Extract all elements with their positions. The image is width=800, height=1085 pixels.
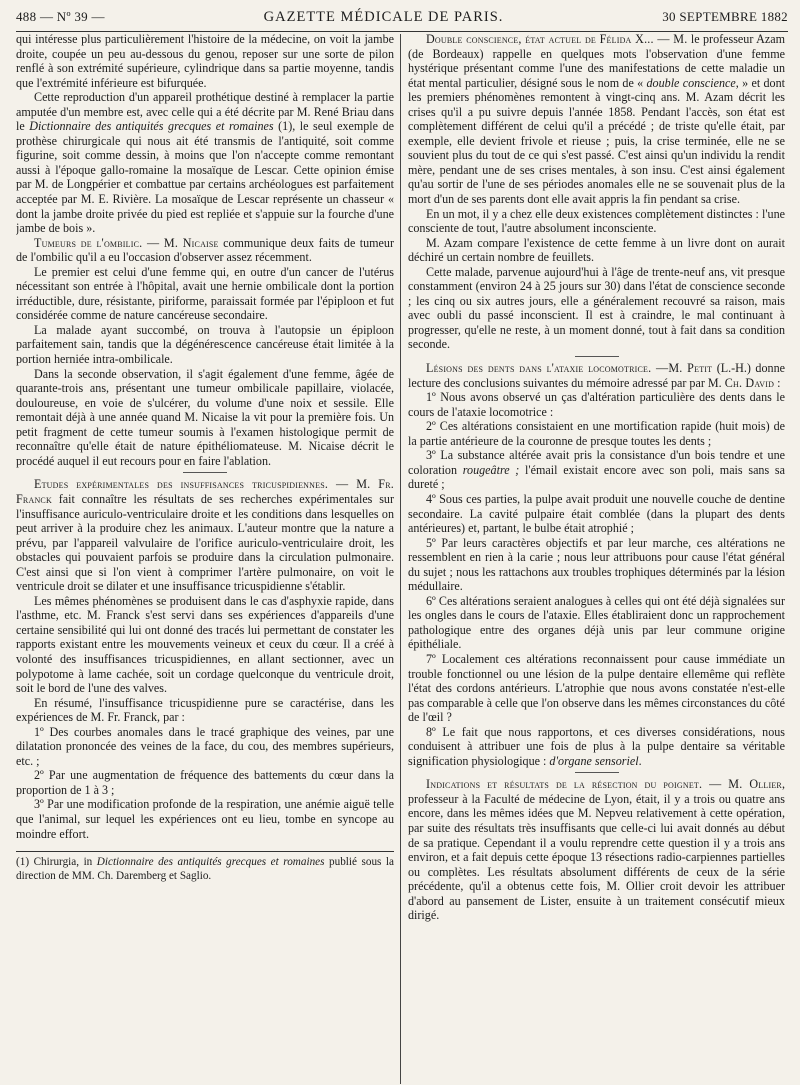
list-item: 2º Par une augmentation de fréquence des battements du cœur dans la proportion de 1 à 3 ;	[16, 768, 394, 797]
section-heading: Indications et résultats de la résection du poignet. — M. Ollier	[426, 777, 782, 792]
section-tricuspid: Etudes expérimentales des insuffisances tricuspidiennes. — M. Fr. Franck fait connaître les résultats de ses recherches expérimentales sur l'insuffisance auriculo-ventriculaire droite et les conditions dans lesquelles on peut arriver à la produire chez les animaux. L'auteur montre que la nature a prévu, par l'appareil valvulaire de l'orifice auriculo-ventriculaire droit, les obstacles qui pouvaient parfois se produire dans la circulation pulmonaire. C'est ainsi que si l'on vient à comprimer l'artère pulmonaire, on voit le ventricule droit se dilater et une insuffisance tricuspidienne s'établir.	[16, 477, 394, 594]
section-separator	[575, 356, 619, 357]
list-item: 2º Ces altérations consistaient en une mortification rapide (huit mois) de la partie antérieure de la couronne de presque toutes les dents ;	[408, 419, 785, 448]
list-item: 3º La substance altérée avait pris la consistance d'un bois tendre et une coloration rougeâtre ; l'émail existait encore avec son poli, mais sans sa dureté ;	[408, 448, 785, 492]
section-resection-poignet: Indications et résultats de la résection du poignet. — M. Ollier, professeur à la Faculté de médecine de Lyon, était, il y a trois ou quatre ans encore, dans les mêmes idées que M. Nepveu relativement à cette opération, par suite des résultats très insuffisants que celle-ci lui avait donnés au début de sa pratique. Cependant il a voulu reprendre cette question il y a trois ans environ, et a fait depuis cette époque 13 résections radio-carpiennes partielles ou complètes. Les résultats absolument différents de ceux de la série précédente, qu'il a obtenus cette fois, M. Ollier croit devoir les attribuer d'abord au pansement de Lister, ensuite à un traitement consécutif mieux dirigé.	[408, 777, 785, 923]
paragraph: Le premier est celui d'une femme qui, en outre d'un cancer de l'utérus nécessitant son entrée à l'hôpital, avait une hernie ombilicale dont la portion irréductible, dure, résistante, piriforme, paraissait formée par l'épiploon et fut considérée comme de nature cancéreuse secondaire.	[16, 264, 394, 323]
section-separator	[183, 472, 227, 473]
list-item: 1º Nous avons observé un ças d'altération particulière des dents dans le cours de l'ataxie locomotrice :	[408, 390, 785, 419]
list-item: 6º Ces altérations seraient analogues à celles qui ont été déjà signalées sur les ongles dans le cours de l'ataxie. Elles établiraient donc un rapprochement pathologique entre des organes déjà unis par leur commune origine épithéliale.	[408, 593, 785, 652]
paragraph: En un mot, il y a chez elle deux existences complètement distinctes : l'une consciente de tout, l'autre absolument inconsciente.	[408, 206, 785, 236]
footnote: (1) Chirurgia, in Dictionnaire des antiquités grecques et romaines publié sous la direction de MM. Ch. Daremberg et Saglio.	[16, 856, 394, 882]
paragraph: Dans la seconde observation, il s'agit également d'une femme, âgée de quarante-trois ans, présentant une tumeur ombilicale papillaire, violacée, douloureuse, en voie de s'ulcérer, du volume d'une noix et sessile. Elle remontait déjà à une année quand M. Nicaise la vit pour la première fois. Un petit fragment de cette tumeur soumis à l'examen histologique permit de reconnaître qu'elle était de nature épithéliomateuse. M. Nicaise décrit le procédé auquel il eut recours pour en faire l'ablation.	[16, 366, 394, 468]
list-item: 3º Par une modification profonde de la respiration, une anémie aiguë telle que l'animal, sur lequel les expériences ont eu lieu, tombe en syncope au moindre effort.	[16, 797, 394, 841]
columns	[16, 32, 788, 1084]
paragraph: qui intéresse plus particulièrement l'histoire de la médecine, on voit la jambe droite, coupée un peu au-dessous du genou, reposer sur une sorte de pilon renflé à son extrémité supérieure, cylindrique dans sa partie moyenne, tandis que l'extrémité inférieure est bifurquée.	[16, 32, 394, 90]
left-column	[16, 32, 400, 1084]
section-heading: Lésions des dents dans l'ataxie locomotrice. —M. Petit	[426, 361, 713, 376]
paragraph: Cette malade, parvenue aujourd'hui à l'âge de trente-neuf ans, vit presque constamment (environ 24 à 25 jours sur 30) dans l'état de conscience seconde ; les cinq ou six autres jours, elle a généralement recouvré sa raison, mais avec oubli du passé inconscient. Il est à craindre, le mal continuant à progresser, qu'elle ne reste, à un moment donné, tout à fait dans sa condition seconde.	[408, 264, 785, 352]
list-item: 8º Le fait que nous rapportons, et ces diverses considérations, nous conduisent à attribuer une fois de plus à la pulpe dentaire sa véritable signification physiologique : d'organe sensoriel.	[408, 724, 785, 768]
section-heading: Etudes expérimentales des insuffisances tricuspidiennes. — M. Fr. Franck	[16, 477, 394, 506]
section-double-conscience: Double conscience, état actuel de Félida X... — M. le professeur Azam (de Bordeaux) rappelle en quelques mots l'observation d'une femme hystérique présentant comme l'une des manifestations de cette maladie un état mental particulier, désigné sous le nom de « double conscience, » et dont les premiers phénomènes remontent à vingt-cinq ans. M. Azam décrit les crises qu'il a pu suivre depuis l'année 1858. Pendant l'accès, son état est complètement différent de celui qu'il a précédé ; de triste qu'elle était, par exemple, elle devient frivole et rieuse ; puis, la crise terminée, elle ne se souvient plus du tout de ce qui s'est passé. C'est ainsi qu'un individu la rendit mère, pendant une de ses crises mentales, à son insu. C'est ainsi également qu'au sortir de l'une de ses périodes anomales elle ne se souvenait plus de la mort d'un de ses parents dont elle avait appris la fin pendant sa crise.	[408, 32, 785, 207]
list-item: 1º Des courbes anomales dans le tracé graphique des veines, par une dilatation prononcée des veines de la face, du cou, des membres supérieurs, etc. ;	[16, 724, 394, 768]
paragraph: La malade ayant succombé, on trouva à l'autopsie un épiploon parfaitement sain, tandis que la dégénérescence cancéreuse était limitée à la portion herniée intra-ombilicale.	[16, 322, 394, 367]
right-column	[401, 32, 785, 1084]
paragraph: M. Azam compare l'existence de cette femme à un livre dont on aurait déchiré un certain nombre de feuillets.	[408, 235, 785, 265]
list-item: 5º Par leurs caractères objectifs et par leur marche, ces altérations ne ressemblent en rien à la carie ; nous leur attribuons pour cause l'état général du sujet ; nous les rattachons aux troubles trophiques déterminés par la lésion médullaire.	[408, 535, 785, 594]
book-title: Dictionnaire des antiquités grecques et romaines	[29, 119, 274, 134]
list-item: 7º Localement ces altérations reconnaissent pour cause immédiate un trouble fonctionnel ou une lésion de la pulpe dentaire ellemême qui reflète l'état des cordons antérieurs. L'atrophie que nous avons constatée n'est-elle pas comparable à celle que l'on observe dans les mêmes circonstances du côté de l'œil ?	[408, 651, 785, 725]
paragraph: Les mêmes phénomènes se produisent dans le cas d'asphyxie rapide, dans l'asthme, etc. M. Franck s'est servi dans ses expériences d'appareils d'une certaine sensibilité qui lui ont donné des tracés lui permettant de constater les rapports existant entre les mouvements veineux et ceux du cœur. Il a créé à volonté des insuffisances tricuspidiennes, en allant sectionner, avec un polypotome à lame cachée, soit un cordage quelconque du ventricule droit, soit le bord de l'une des valves.	[16, 593, 394, 696]
page-number: 488 — Nº 39 —	[16, 9, 105, 24]
section-heading: Double conscience, état actuel de Félida X... — M.	[426, 32, 688, 46]
list-item: 4º Sous ces parties, la pulpe avait produit une nouvelle couche de dentine secondaire. La cavité pulpaire était comblée (dans la plupart des dents antérieures) et, partant, le bulbe était atrophié ;	[408, 491, 785, 536]
section-tumeurs: Tumeurs de l'ombilic. — M. Nicaise communique deux faits de tumeur de l'ombilic qu'il a eu l'occasion d'observer assez récemment.	[16, 235, 395, 265]
paragraph: En résumé, l'insuffisance tricuspidienne pure se caractérise, dans les expériences de M. Fr. Franck, par :	[16, 695, 394, 725]
section-separator	[575, 772, 619, 773]
journal-title: GAZETTE MÉDICALE DE PARIS.	[263, 9, 504, 25]
paragraph: Cette reproduction d'un appareil prothétique destiné à remplacer la partie amputée d'un membre est, avec celle qui a été décrite par M. René Briau dans le Dictionnaire des antiquités grecques et romaines (1), le seul exemple de prothèse chirurgicale qui nous ait été transmis de l'antiquité, soit comme figurine, soit comme dessin, à moins que l'on n'accepte comme remontant aussi à l'époque gallo-romaine la mosaïque de Lescar. Cette opinion émise par M. de Longpérier et combattue par certains archéologues est parfaitement acceptée par M. E. Rivière. La mosaïque de Lescar représente un chasseur « dont la jambe droite privée du pied est repliée et s'appuie sur la fourche d'une jambe de bois ».	[16, 90, 394, 236]
running-head	[16, 6, 788, 28]
section-lesions-dents: Lésions des dents dans l'ataxie locomotrice. —M. Petit (L.-H.) donne lecture des conclusions suivantes du mémoire adressé par par M. Ch. David :	[408, 361, 785, 390]
issue-date: 30 SEPTEMBRE 1882	[662, 9, 788, 24]
footnote-rule	[16, 851, 394, 852]
section-heading: Tumeurs de l'ombilic. — M. Nicaise	[34, 235, 219, 250]
